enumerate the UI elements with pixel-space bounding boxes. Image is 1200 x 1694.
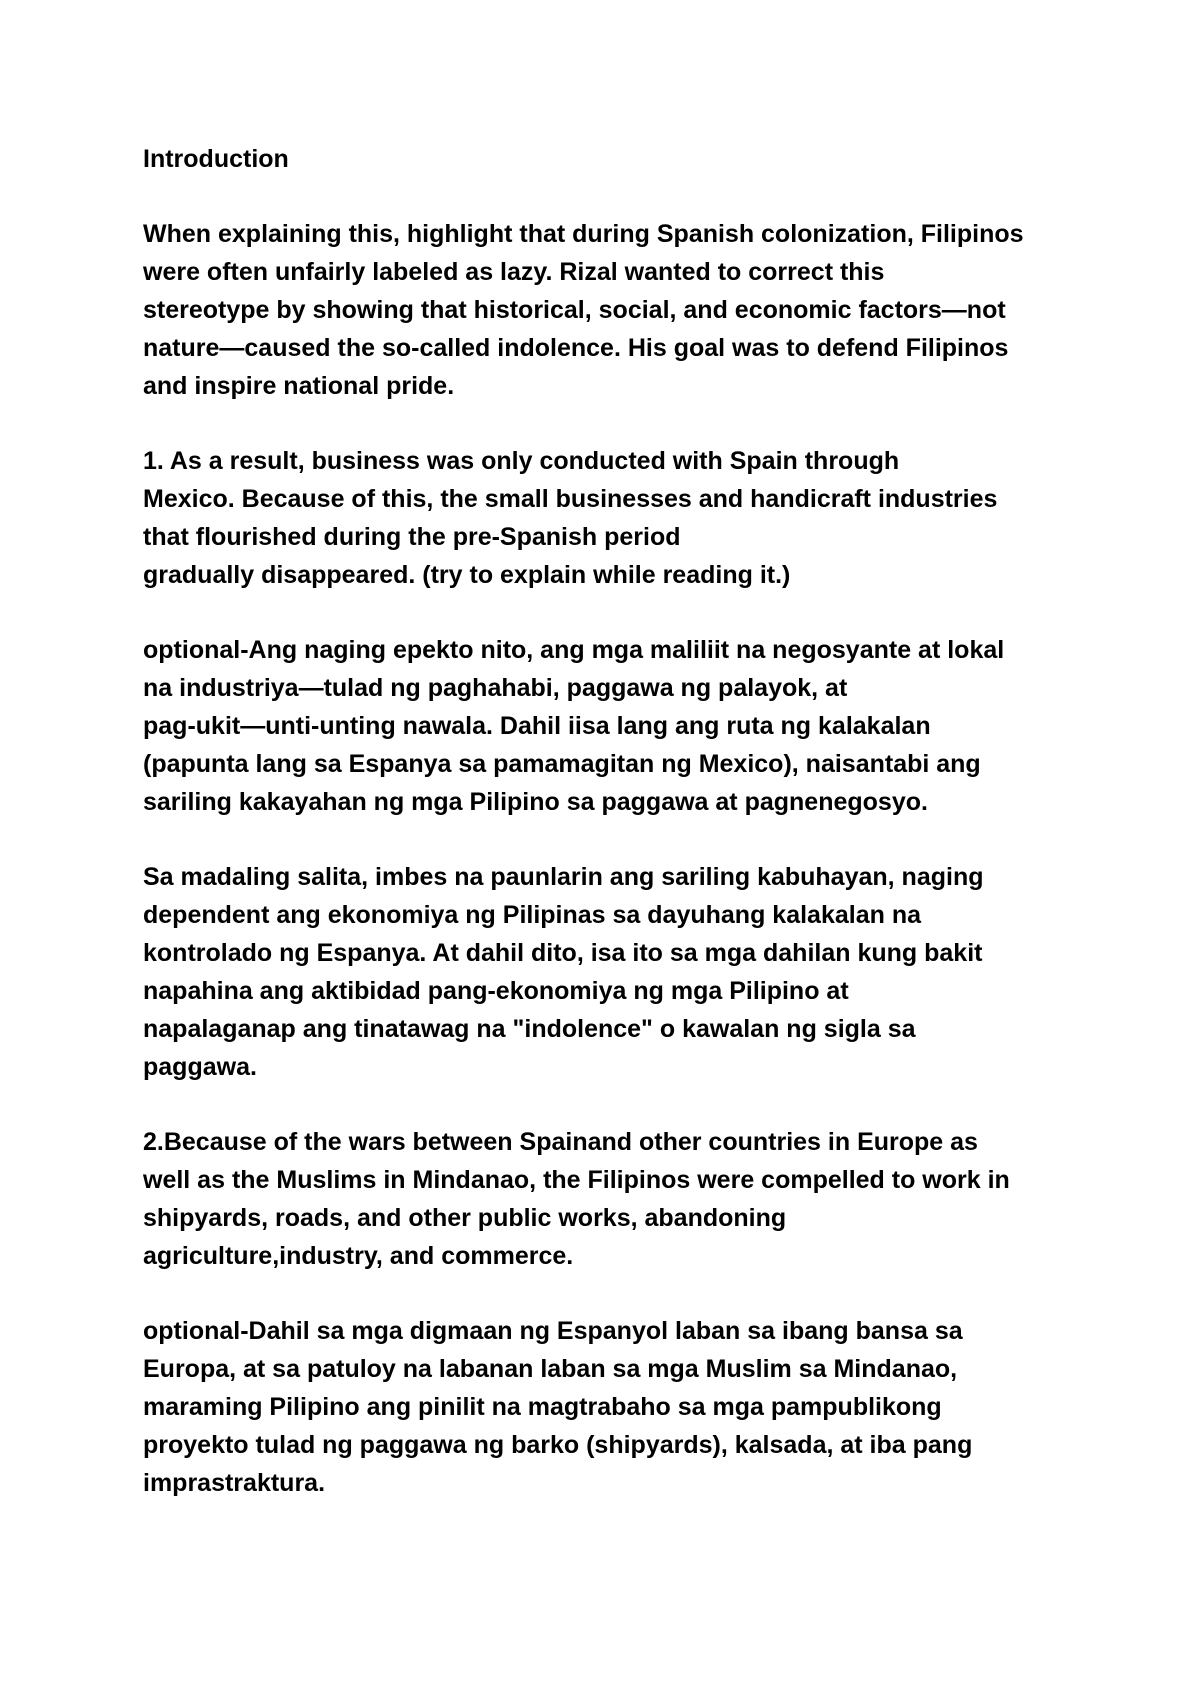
text-line: Europa, at sa patuloy na labanan laban sa mga Muslim sa Mindanao, — [143, 1355, 958, 1383]
text-line: nature—caused the so-called indolence. His goal was to defend Filipinos — [143, 334, 1009, 362]
text-line: well as the Muslims in Mindanao, the Filipinos were compelled to work in — [143, 1166, 1010, 1194]
text-line: Mexico. Because of this, the small businesses and handicraft industries — [143, 485, 998, 513]
text-line: imprastraktura. — [143, 1469, 326, 1497]
text-line: sariling kakayahan ng mga Pilipino sa paggawa at pagnenegosyo. — [143, 788, 928, 816]
paragraph-optional-2 — [143, 1312, 1080, 1502]
text-line: optional-Dahil sa mga digmaan ng Espanyol laban sa ibang bansa sa — [143, 1317, 963, 1345]
text-line: na industriya—tulad ng paghahabi, paggawa ng palayok, at — [143, 674, 848, 702]
heading-text: Introduction — [143, 145, 289, 173]
paragraph-point-2 — [143, 1123, 1080, 1275]
text-line: gradually disappeared. (try to explain while reading it.) — [143, 561, 791, 589]
paragraph-optional-1 — [143, 631, 1080, 821]
paragraph-summary-tagalog — [143, 858, 1080, 1086]
text-line: were often unfairly labeled as lazy. Rizal wanted to correct this — [143, 258, 885, 286]
text-line: that flourished during the pre-Spanish period — [143, 523, 681, 551]
text-line: Sa madaling salita, imbes na paunlarin ang sariling kabuhayan, naging — [143, 863, 984, 891]
text-line: proyekto tulad ng paggawa ng barko (shipyards), kalsada, at iba pang — [143, 1431, 973, 1459]
text-line: dependent ang ekonomiya ng Pilipinas sa dayuhang kalakalan na — [143, 901, 921, 929]
text-line: and inspire national pride. — [143, 372, 455, 400]
paragraph-point-1 — [143, 442, 1080, 594]
text-line: pag-ukit—unti-unting nawala. Dahil iisa lang ang ruta ng kalakalan — [143, 712, 931, 740]
document-heading — [143, 140, 1080, 178]
text-line: shipyards, roads, and other public works, abandoning — [143, 1204, 787, 1232]
text-line: (papunta lang sa Espanya sa pamamagitan ng Mexico), naisantabi ang — [143, 750, 981, 778]
paragraph-intro — [143, 215, 1080, 405]
text-line: optional-Ang naging epekto nito, ang mga maliliit na negosyante at lokal — [143, 636, 1005, 664]
text-line: 1. As a result, business was only conducted with Spain through — [143, 447, 900, 475]
text-line: paggawa. — [143, 1053, 257, 1081]
text-line: napalaganap ang tinatawag na "indolence" o kawalan ng sigla sa — [143, 1015, 916, 1043]
text-line: napahina ang aktibidad pang-ekonomiya ng mga Pilipino at — [143, 977, 849, 1005]
text-line: stereotype by showing that historical, social, and economic factors—not — [143, 296, 1006, 324]
text-line: agriculture,industry, and commerce. — [143, 1242, 574, 1270]
text-line: 2.Because of the wars between Spainand other countries in Europe as — [143, 1128, 978, 1156]
text-line: kontrolado ng Espanya. At dahil dito, isa ito sa mga dahilan kung bakit — [143, 939, 983, 967]
text-line: When explaining this, highlight that during Spanish colonization, Filipinos — [143, 220, 1024, 248]
text-line: maraming Pilipino ang pinilit na magtrabaho sa mga pampublikong — [143, 1393, 942, 1421]
